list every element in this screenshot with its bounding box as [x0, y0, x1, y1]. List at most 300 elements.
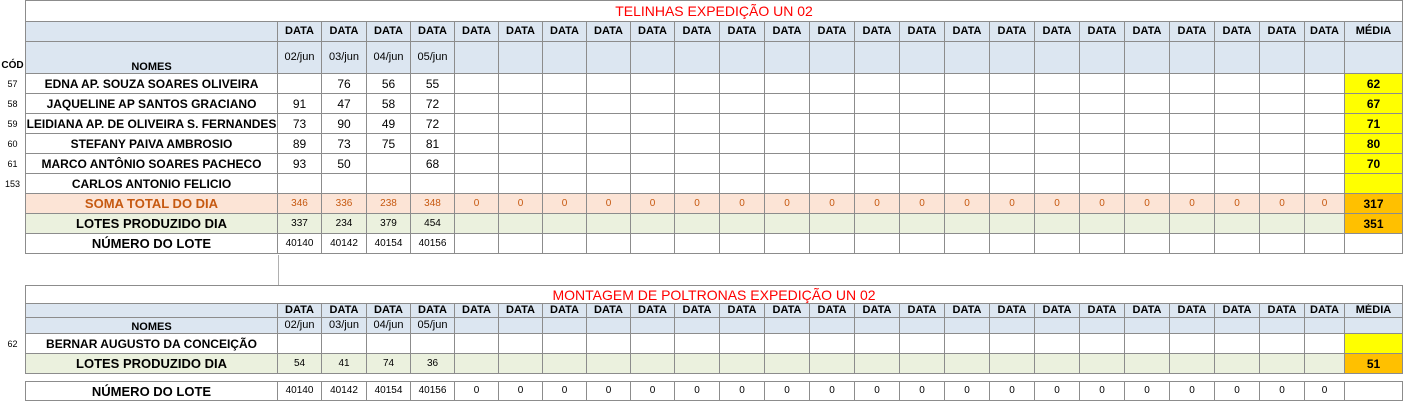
numero-media — [1345, 381, 1403, 401]
table1-title: TELINHAS EXPEDIÇÃO UN 02 — [25, 0, 1403, 22]
value-cell[interactable] — [1035, 94, 1080, 114]
table2-header-data: DATA — [455, 304, 499, 318]
value-cell[interactable] — [455, 134, 499, 154]
table2-date-cell: 04/jun — [367, 318, 411, 334]
lotes-value — [990, 354, 1035, 374]
value-cell[interactable] — [1170, 334, 1215, 354]
value-cell[interactable]: 55 — [411, 74, 455, 94]
table1-header-data: DATA — [855, 22, 900, 42]
value-cell[interactable] — [455, 334, 499, 354]
lotes-value: 454 — [411, 214, 455, 234]
lotes-media: 51 — [1345, 354, 1403, 374]
employee-name: MARCO ANTÔNIO SOARES PACHECO — [25, 154, 278, 174]
value-cell[interactable] — [1080, 154, 1125, 174]
lotes-value — [631, 214, 675, 234]
value-cell[interactable] — [990, 114, 1035, 134]
value-cell[interactable] — [1125, 334, 1170, 354]
value-cell[interactable] — [1035, 114, 1080, 134]
numero-value: 40154 — [367, 234, 411, 254]
numero-value: 0 — [631, 381, 675, 401]
value-cell[interactable] — [990, 154, 1035, 174]
soma-value: 0 — [1170, 194, 1215, 214]
value-cell[interactable] — [720, 154, 765, 174]
table1-header-data: DATA — [1035, 22, 1080, 42]
table2-date-cell: 03/jun — [322, 318, 367, 334]
soma-value: 0 — [1305, 194, 1345, 214]
value-cell[interactable] — [945, 74, 990, 94]
table2-header-blank — [25, 304, 278, 318]
table2-date-cell — [675, 318, 720, 334]
media-cell: 70 — [1345, 154, 1403, 174]
value-cell[interactable] — [720, 334, 765, 354]
value-cell[interactable] — [543, 94, 587, 114]
media-cell: 80 — [1345, 134, 1403, 154]
value-cell[interactable] — [1215, 94, 1260, 114]
value-cell[interactable] — [367, 334, 411, 354]
value-cell[interactable] — [1305, 114, 1345, 134]
value-cell[interactable] — [765, 154, 810, 174]
value-cell[interactable] — [900, 74, 945, 94]
table2-header-data: DATA — [1080, 304, 1125, 318]
soma-value: 348 — [411, 194, 455, 214]
lotes-value: 234 — [322, 214, 367, 234]
table2-header-data: DATA — [543, 304, 587, 318]
lotes-value — [1080, 354, 1125, 374]
value-cell[interactable] — [1170, 94, 1215, 114]
value-cell[interactable] — [1170, 134, 1215, 154]
value-cell[interactable] — [631, 134, 675, 154]
value-cell[interactable] — [631, 334, 675, 354]
numero-value: 40142 — [322, 234, 367, 254]
table1-header-data: DATA — [543, 22, 587, 42]
table2-header-data: DATA — [631, 304, 675, 318]
value-cell[interactable]: 50 — [322, 154, 367, 174]
lotes-value: 41 — [322, 354, 367, 374]
table1-date-cell — [1260, 42, 1305, 74]
value-cell[interactable] — [720, 74, 765, 94]
value-cell[interactable] — [990, 94, 1035, 114]
value-cell[interactable]: 93 — [278, 154, 322, 174]
table2-date-cell — [1260, 318, 1305, 334]
value-cell[interactable] — [765, 114, 810, 134]
table1-date-cell — [810, 42, 855, 74]
value-cell[interactable] — [631, 94, 675, 114]
numero-media — [1345, 234, 1403, 254]
value-cell[interactable] — [810, 334, 855, 354]
value-cell[interactable] — [1215, 174, 1260, 194]
value-cell[interactable] — [1035, 134, 1080, 154]
value-cell[interactable] — [765, 94, 810, 114]
value-cell[interactable] — [720, 134, 765, 154]
value-cell[interactable] — [1260, 94, 1305, 114]
soma-value: 0 — [499, 194, 543, 214]
lotes-value: 337 — [278, 214, 322, 234]
cod-cell: 60 — [7, 138, 18, 149]
value-cell[interactable] — [1125, 114, 1170, 134]
table2-header-data: DATA — [810, 304, 855, 318]
table2-date-cell — [990, 318, 1035, 334]
lotes-value — [900, 354, 945, 374]
table1-date-cell — [455, 42, 499, 74]
value-cell[interactable] — [720, 114, 765, 134]
value-cell[interactable]: 72 — [411, 94, 455, 114]
numero-value: 0 — [810, 381, 855, 401]
numero-value — [900, 234, 945, 254]
value-cell[interactable] — [1305, 134, 1345, 154]
value-cell[interactable] — [855, 114, 900, 134]
lotes-value — [1305, 354, 1345, 374]
value-cell[interactable] — [455, 114, 499, 134]
table1-date-cell: 02/jun — [278, 42, 322, 74]
value-cell[interactable] — [900, 114, 945, 134]
numero-value — [455, 234, 499, 254]
value-cell[interactable] — [990, 74, 1035, 94]
value-cell[interactable] — [990, 334, 1035, 354]
table2-date-cell — [1215, 318, 1260, 334]
numero-value: 40140 — [278, 381, 322, 401]
soma-value: 0 — [1260, 194, 1305, 214]
value-cell[interactable] — [1260, 114, 1305, 134]
numero-value: 0 — [1170, 381, 1215, 401]
value-cell[interactable] — [499, 94, 543, 114]
value-cell[interactable] — [1260, 154, 1305, 174]
value-cell[interactable] — [990, 174, 1035, 194]
table2-header-data: DATA — [322, 304, 367, 318]
value-cell[interactable] — [855, 94, 900, 114]
value-cell[interactable] — [810, 154, 855, 174]
table1-header-data: DATA — [631, 22, 675, 42]
value-cell[interactable]: 89 — [278, 134, 322, 154]
value-cell[interactable] — [720, 174, 765, 194]
value-cell[interactable] — [499, 134, 543, 154]
table1-date-cell — [1305, 42, 1345, 74]
value-cell[interactable] — [543, 114, 587, 134]
table2-date-media — [1345, 318, 1403, 334]
numero-value: 0 — [900, 381, 945, 401]
value-cell[interactable] — [1125, 94, 1170, 114]
value-cell[interactable] — [631, 114, 675, 134]
value-cell[interactable] — [810, 94, 855, 114]
value-cell[interactable] — [1305, 94, 1345, 114]
value-cell[interactable] — [631, 174, 675, 194]
numero-value: 40156 — [411, 234, 455, 254]
value-cell[interactable] — [455, 94, 499, 114]
media-cell: 71 — [1345, 114, 1403, 134]
value-cell[interactable] — [675, 334, 720, 354]
soma-value: 346 — [278, 194, 322, 214]
value-cell[interactable] — [675, 174, 720, 194]
value-cell[interactable]: 73 — [322, 134, 367, 154]
value-cell[interactable] — [543, 154, 587, 174]
value-cell[interactable] — [945, 154, 990, 174]
value-cell[interactable]: 91 — [278, 94, 322, 114]
value-cell[interactable] — [1035, 74, 1080, 94]
value-cell[interactable] — [990, 134, 1035, 154]
value-cell[interactable] — [499, 174, 543, 194]
value-cell[interactable] — [855, 174, 900, 194]
value-cell[interactable] — [900, 154, 945, 174]
table2-header-data: DATA — [1215, 304, 1260, 318]
value-cell[interactable] — [855, 134, 900, 154]
value-cell[interactable] — [765, 134, 810, 154]
table2-date-cell — [543, 318, 587, 334]
numero-value — [1170, 234, 1215, 254]
table1-date-cell: 04/jun — [367, 42, 411, 74]
lotes-value — [675, 354, 720, 374]
table2-header-media: MÉDIA — [1345, 304, 1403, 318]
value-cell[interactable] — [765, 334, 810, 354]
value-cell[interactable] — [587, 174, 631, 194]
value-cell[interactable] — [1215, 334, 1260, 354]
lotes-value — [720, 354, 765, 374]
value-cell[interactable] — [587, 74, 631, 94]
lotes-value — [855, 214, 900, 234]
table2-date-cell — [765, 318, 810, 334]
lotes-value — [499, 214, 543, 234]
lotes-value — [631, 354, 675, 374]
media-cell: 62 — [1345, 74, 1403, 94]
value-cell[interactable]: 76 — [322, 74, 367, 94]
value-cell[interactable] — [367, 174, 411, 194]
lotes-value — [1125, 214, 1170, 234]
table1-date-cell: 03/jun — [322, 42, 367, 74]
value-cell[interactable] — [587, 134, 631, 154]
value-cell[interactable] — [1170, 154, 1215, 174]
table2-header-data: DATA — [675, 304, 720, 318]
table2-date-cell — [587, 318, 631, 334]
value-cell[interactable] — [499, 154, 543, 174]
table1-date-cell — [1035, 42, 1080, 74]
table2-date-cell — [900, 318, 945, 334]
value-cell[interactable] — [675, 74, 720, 94]
value-cell[interactable] — [1080, 134, 1125, 154]
table2-header-data: DATA — [1305, 304, 1345, 318]
table1-date-cell — [765, 42, 810, 74]
value-cell[interactable] — [1035, 154, 1080, 174]
value-cell[interactable] — [1215, 154, 1260, 174]
numero-value — [1260, 234, 1305, 254]
table1-date-cell — [587, 42, 631, 74]
numero-value: 0 — [1125, 381, 1170, 401]
value-cell[interactable] — [499, 74, 543, 94]
value-cell[interactable] — [631, 154, 675, 174]
value-cell[interactable]: 75 — [367, 134, 411, 154]
value-cell[interactable] — [278, 174, 322, 194]
table1-header-data: DATA — [1215, 22, 1260, 42]
table1-header-blank — [25, 22, 278, 42]
value-cell[interactable] — [1035, 334, 1080, 354]
value-cell[interactable] — [855, 154, 900, 174]
value-cell[interactable] — [675, 134, 720, 154]
value-cell[interactable] — [1080, 334, 1125, 354]
table1-header-data: DATA — [810, 22, 855, 42]
table2-date-cell — [1170, 318, 1215, 334]
value-cell[interactable] — [1305, 74, 1345, 94]
numero-value — [499, 234, 543, 254]
cod-cell: 62 — [7, 338, 18, 349]
value-cell[interactable] — [1170, 114, 1215, 134]
table1-header-data: DATA — [1305, 22, 1345, 42]
value-cell[interactable] — [455, 174, 499, 194]
lotes-value — [587, 214, 631, 234]
table2-date-cell: 02/jun — [278, 318, 322, 334]
value-cell[interactable] — [543, 174, 587, 194]
value-cell[interactable] — [1125, 154, 1170, 174]
value-cell[interactable] — [1170, 174, 1215, 194]
employee-name: EDNA AP. SOUZA SOARES OLIVEIRA — [25, 74, 278, 94]
value-cell[interactable] — [675, 114, 720, 134]
value-cell[interactable] — [278, 334, 322, 354]
employee-name: STEFANY PAIVA AMBROSIO — [25, 134, 278, 154]
value-cell[interactable] — [278, 74, 322, 94]
value-cell[interactable] — [499, 334, 543, 354]
value-cell[interactable] — [1125, 134, 1170, 154]
numero-value — [765, 234, 810, 254]
table2-header-data: DATA — [945, 304, 990, 318]
table2-header-data: DATA — [765, 304, 810, 318]
value-cell[interactable] — [675, 154, 720, 174]
value-cell[interactable] — [1035, 174, 1080, 194]
numero-value: 0 — [587, 381, 631, 401]
numero-lote-label: NÚMERO DO LOTE — [25, 381, 278, 401]
value-cell[interactable] — [411, 334, 455, 354]
value-cell[interactable] — [322, 174, 367, 194]
value-cell[interactable] — [587, 114, 631, 134]
value-cell[interactable] — [455, 74, 499, 94]
value-cell[interactable] — [322, 334, 367, 354]
media-cell — [1345, 334, 1403, 354]
value-cell[interactable] — [543, 134, 587, 154]
value-cell[interactable] — [1125, 174, 1170, 194]
value-cell[interactable] — [543, 334, 587, 354]
value-cell[interactable] — [945, 134, 990, 154]
table2-header-data: DATA — [855, 304, 900, 318]
value-cell[interactable] — [1080, 74, 1125, 94]
value-cell[interactable]: 81 — [411, 134, 455, 154]
value-cell[interactable] — [720, 94, 765, 114]
table2-header-data: DATA — [900, 304, 945, 318]
value-cell[interactable] — [1305, 174, 1345, 194]
value-cell[interactable] — [1305, 154, 1345, 174]
table1-header-data: DATA — [1170, 22, 1215, 42]
value-cell[interactable] — [631, 74, 675, 94]
value-cell[interactable] — [810, 174, 855, 194]
value-cell[interactable] — [1215, 74, 1260, 94]
lotes-value — [455, 354, 499, 374]
lotes-value — [1215, 354, 1260, 374]
table1-nomes-label: NOMES — [25, 42, 278, 74]
table2-header-data: DATA — [1125, 304, 1170, 318]
value-cell[interactable] — [900, 134, 945, 154]
table1-header-media: MÉDIA — [1345, 22, 1403, 42]
table1-date-cell — [543, 42, 587, 74]
numero-value — [855, 234, 900, 254]
value-cell[interactable] — [1080, 174, 1125, 194]
value-cell[interactable]: 73 — [278, 114, 322, 134]
value-cell[interactable] — [765, 174, 810, 194]
value-cell[interactable] — [1215, 114, 1260, 134]
value-cell[interactable] — [945, 114, 990, 134]
value-cell[interactable] — [945, 94, 990, 114]
value-cell[interactable] — [810, 74, 855, 94]
value-cell[interactable] — [411, 174, 455, 194]
value-cell[interactable] — [945, 174, 990, 194]
value-cell[interactable] — [587, 334, 631, 354]
value-cell[interactable] — [1080, 114, 1125, 134]
employee-name: LEIDIANA AP. DE OLIVEIRA S. FERNANDES — [25, 114, 278, 134]
table2-date-cell — [499, 318, 543, 334]
value-cell[interactable] — [499, 114, 543, 134]
value-cell[interactable] — [587, 94, 631, 114]
gridline — [278, 255, 279, 285]
value-cell[interactable] — [1260, 174, 1305, 194]
value-cell[interactable] — [1125, 74, 1170, 94]
value-cell[interactable] — [1215, 134, 1260, 154]
lotes-value — [900, 214, 945, 234]
table1-date-cell — [1170, 42, 1215, 74]
value-cell[interactable] — [900, 174, 945, 194]
value-cell[interactable] — [945, 334, 990, 354]
soma-value: 0 — [587, 194, 631, 214]
table2-date-cell — [720, 318, 765, 334]
value-cell[interactable] — [543, 74, 587, 94]
table2-date-cell — [631, 318, 675, 334]
value-cell[interactable] — [675, 94, 720, 114]
lotes-value — [765, 214, 810, 234]
value-cell[interactable]: 90 — [322, 114, 367, 134]
numero-value: 40142 — [322, 381, 367, 401]
numero-value: 0 — [1305, 381, 1345, 401]
soma-value: 0 — [990, 194, 1035, 214]
value-cell[interactable]: 72 — [411, 114, 455, 134]
value-cell[interactable]: 49 — [367, 114, 411, 134]
value-cell[interactable] — [1305, 334, 1345, 354]
value-cell[interactable] — [810, 114, 855, 134]
value-cell[interactable]: 47 — [322, 94, 367, 114]
value-cell[interactable] — [455, 154, 499, 174]
table1-date-cell — [499, 42, 543, 74]
numero-value — [990, 234, 1035, 254]
employee-name: CARLOS ANTONIO FELICIO — [25, 174, 278, 194]
value-cell[interactable] — [855, 334, 900, 354]
value-cell[interactable]: 68 — [411, 154, 455, 174]
value-cell[interactable] — [367, 154, 411, 174]
numero-value — [720, 234, 765, 254]
value-cell[interactable] — [1260, 74, 1305, 94]
value-cell[interactable] — [900, 94, 945, 114]
value-cell[interactable] — [900, 334, 945, 354]
value-cell[interactable] — [1170, 74, 1215, 94]
value-cell[interactable] — [765, 74, 810, 94]
value-cell[interactable]: 56 — [367, 74, 411, 94]
numero-value: 0 — [499, 381, 543, 401]
table1-header-data: DATA — [675, 22, 720, 42]
numero-value: 0 — [1260, 381, 1305, 401]
value-cell[interactable]: 58 — [367, 94, 411, 114]
value-cell[interactable] — [1080, 94, 1125, 114]
lotes-produzido-label: LOTES PRODUZIDO DIA — [25, 214, 278, 234]
table1-date-cell: 05/jun — [411, 42, 455, 74]
soma-value: 0 — [855, 194, 900, 214]
value-cell[interactable] — [1260, 334, 1305, 354]
numero-value — [675, 234, 720, 254]
value-cell[interactable] — [855, 74, 900, 94]
value-cell[interactable] — [810, 134, 855, 154]
numero-value: 40140 — [278, 234, 322, 254]
table1-date-cell — [945, 42, 990, 74]
value-cell[interactable] — [1260, 134, 1305, 154]
value-cell[interactable] — [587, 154, 631, 174]
